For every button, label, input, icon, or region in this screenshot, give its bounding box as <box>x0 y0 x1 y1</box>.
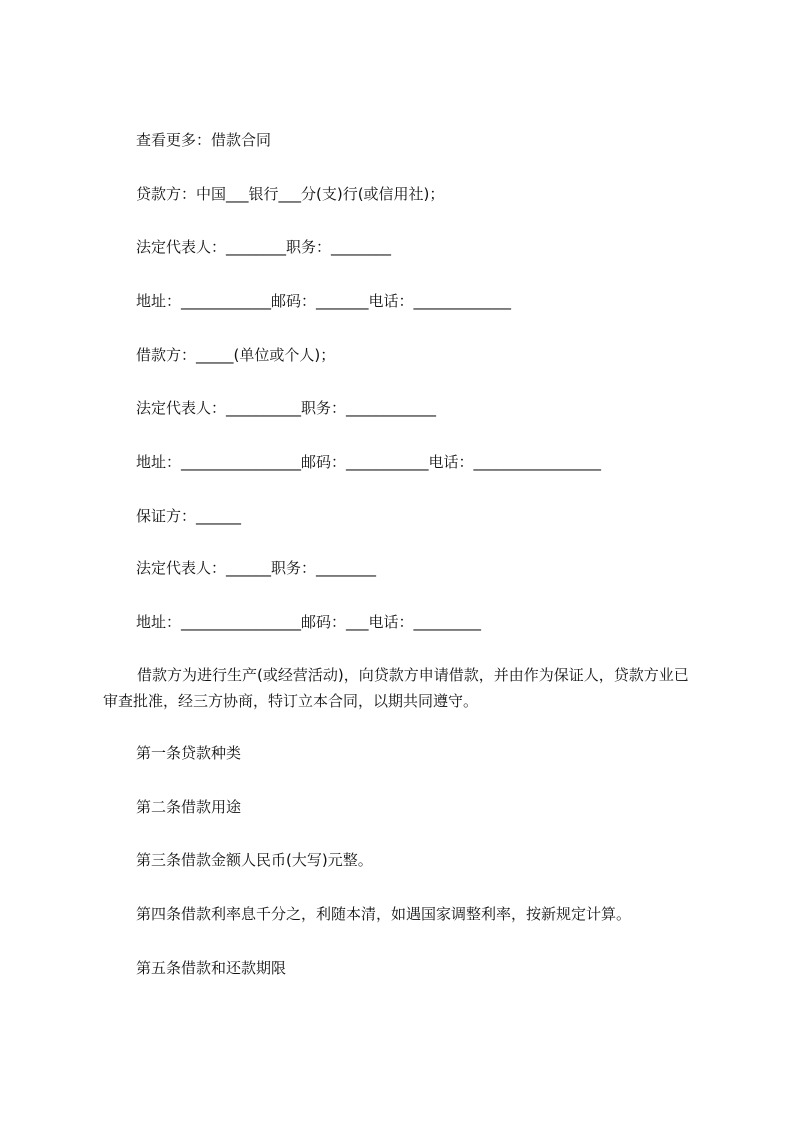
guarantor-representative-line: 法定代表人：______职务：________ <box>136 559 377 577</box>
borrower-representative-line: 法定代表人：__________职务：____________ <box>136 399 437 417</box>
lender-line: 贷款方：中国___银行___分(支)行(或信用社)； <box>136 185 445 203</box>
article-2: 第二条借款用途 <box>136 798 242 816</box>
borrower-address-line: 地址：________________邮码：___________电话：_________________ <box>136 453 602 471</box>
see-more-link-line[interactable]: 查看更多：借款合同 <box>136 131 272 149</box>
borrower-line: 借款方：_____(单位或个人)； <box>136 346 336 364</box>
guarantor-address-line: 地址：________________邮码：___电话：_________ <box>136 613 482 631</box>
article-4: 第四条借款利率息千分之，利随本清，如遇国家调整利率，按新规定计算。 <box>136 905 632 923</box>
intro-paragraph: 借款方为进行生产(或经营活动)，向贷款方申请借款，并由作为保证人，贷款方业已审查批准，经三方协商，特订立本合同，以期共同遵守。 <box>103 666 689 710</box>
article-5: 第五条借款和还款期限 <box>136 959 287 977</box>
lender-representative-line: 法定代表人：________职务：________ <box>136 238 392 256</box>
article-3: 第三条借款金额人民币(大写)元整。 <box>136 851 373 869</box>
lender-address-line: 地址：____________邮码：_______电话：_____________ <box>136 292 512 310</box>
article-1: 第一条贷款种类 <box>136 744 242 762</box>
guarantor-line: 保证方：______ <box>136 507 242 525</box>
